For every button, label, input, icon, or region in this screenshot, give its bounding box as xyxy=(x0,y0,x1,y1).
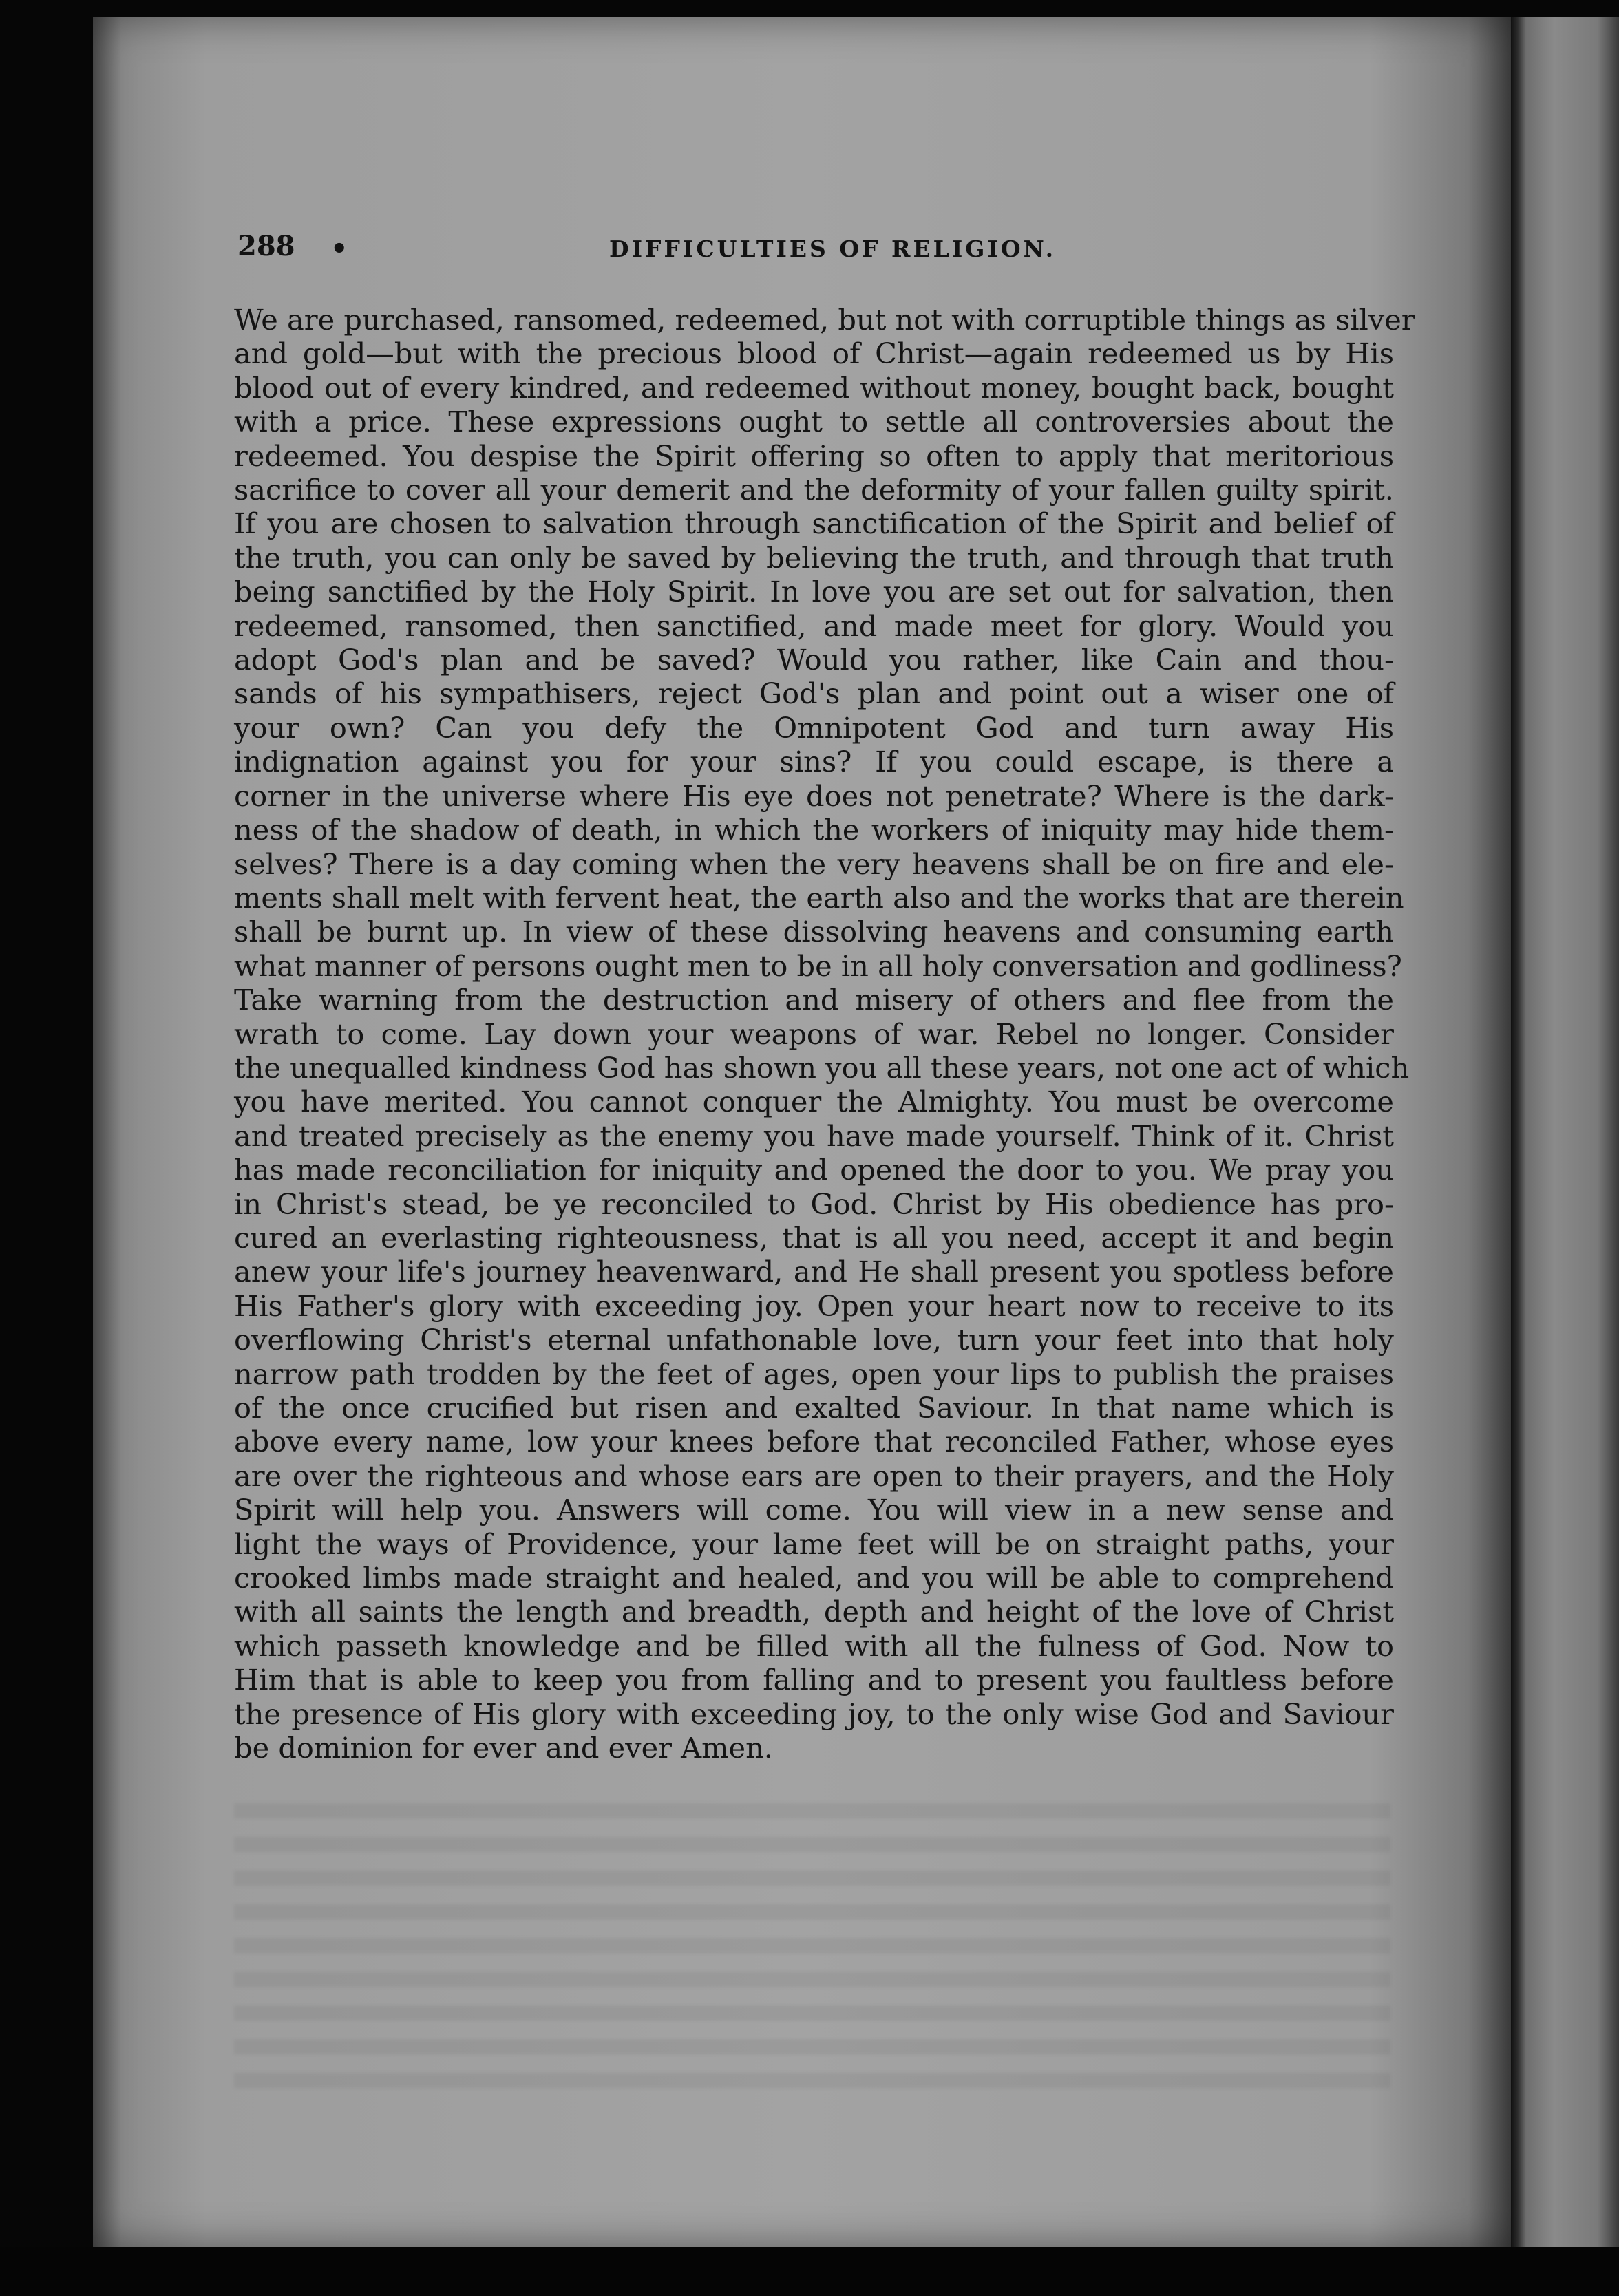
text-line: Take warning from the destruction and misery of others and flee from the xyxy=(234,983,1394,1017)
text-line: has made reconciliation for iniquity and opened the door to you. We pray you xyxy=(234,1153,1394,1187)
running-header xyxy=(237,230,1408,271)
text-line: sacrifice to cover all your demerit and the deformity of your fallen guilty spirit. xyxy=(234,473,1394,507)
text-line: adopt God's plan and be saved? Would you rather, like Cain and thou- xyxy=(234,643,1394,677)
text-line: redeemed, ransomed, then sanctified, and made meet for glory. Would you xyxy=(234,608,1394,643)
text-line: with a price. These expressions ought to settle all controversies about the xyxy=(234,405,1394,439)
text-line: of the once crucified but risen and exalted Saviour. In that name which is xyxy=(234,1391,1394,1425)
body-paragraph xyxy=(234,303,1415,1765)
text-line: which passeth knowledge and be filled with all the fulness of God. Now to xyxy=(234,1628,1394,1663)
text-line: sands of his sympathisers, reject God's plan and point out a wiser one of xyxy=(234,677,1394,711)
page-number: 288 xyxy=(237,230,295,262)
text-line: with all saints the length and breadth, depth and height of the love of Christ xyxy=(234,1595,1394,1629)
text-line: ness of the shadow of death, in which the workers of iniquity may hide them- xyxy=(234,813,1394,847)
text-line: selves? There is a day coming when the very heavens shall be on fire and ele- xyxy=(234,847,1394,881)
text-line: indignation against you for your sins? If you could escape, is there a xyxy=(234,745,1394,779)
text-line: blood out of every kindred, and redeemed without money, bought back, bought xyxy=(234,370,1394,405)
scan-bottom-border xyxy=(0,2247,1619,2296)
running-title: DIFFICULTIES OF RELIGION. xyxy=(609,235,1057,262)
text-line: and treated precisely as the enemy you have made yourself. Think of it. Christ xyxy=(234,1118,1394,1153)
text-line: corner in the universe where His eye does not penetrate? Where is the dark- xyxy=(234,778,1394,813)
text-line: crooked limbs made straight and healed, and you will be able to comprehend xyxy=(234,1561,1394,1595)
show-through-text xyxy=(234,1803,1390,2092)
text-line: Spirit will help you. Answers will come. You will view in a new sense and xyxy=(234,1493,1394,1527)
text-line: If you are chosen to salvation through sanctification of the Spirit and belief of xyxy=(234,507,1394,541)
text-line: what manner of persons ought men to be in all holy conversation and godliness? xyxy=(234,948,1402,983)
text-line: the presence of His glory with exceeding joy, to the only wise God and Saviour xyxy=(234,1697,1394,1731)
text-line: the truth, you can only be saved by believing the truth, and through that truth xyxy=(234,540,1394,575)
text-line: anew your life's journey heavenward, and He shall present you spotless before xyxy=(234,1255,1394,1289)
text-line: light the ways of Providence, your lame feet will be on straight paths, your xyxy=(234,1527,1394,1561)
facing-page-edge xyxy=(1511,17,1619,2247)
text-line: Him that is able to keep you from falling and to present you faultless before xyxy=(234,1663,1394,1697)
text-line: shall be burnt up. In view of these dissolving heavens and consuming earth xyxy=(234,915,1394,949)
text-line: be dominion for ever and ever Amen. xyxy=(234,1731,773,1765)
text-line: cured an everlasting righteousness, that is all you need, accept it and begin xyxy=(234,1220,1394,1255)
text-line: you have merited. You cannot conquer the Almighty. You must be overcome xyxy=(234,1085,1394,1119)
text-line: wrath to come. Lay down your weapons of war. Rebel no longer. Consider xyxy=(234,1017,1394,1051)
text-line: are over the righteous and whose ears are open to their prayers, and the Holy xyxy=(234,1458,1394,1493)
text-line: your own? Can you defy the Omnipotent God and turn away His xyxy=(234,710,1394,745)
header-mark: • xyxy=(330,233,348,265)
text-line: We are purchased, ransomed, redeemed, but not with corruptible things as silver xyxy=(234,303,1415,337)
text-line: overflowing Christ's eternal unfathonable love, turn your feet into that holy xyxy=(234,1323,1394,1357)
text-line: redeemed. You despise the Spirit offering so often to apply that meritorious xyxy=(234,438,1394,473)
text-line: the unequalled kindness God has shown you all these years, not one act of which xyxy=(234,1050,1410,1085)
text-line: narrow path trodden by the feet of ages, open your lips to publish the praises xyxy=(234,1357,1394,1391)
text-line: in Christ's stead, be ye reconciled to God. Christ by His obedience has pro- xyxy=(234,1187,1394,1221)
text-line: and gold—but with the precious blood of Christ—again redeemed us by His xyxy=(234,337,1394,371)
text-line: above every name, low your knees before that reconciled Father, whose eyes xyxy=(234,1425,1394,1459)
text-line: His Father's glory with exceeding joy. Open your heart now to receive to its xyxy=(234,1288,1394,1323)
text-line: being sanctified by the Holy Spirit. In love you are set out for salvation, then xyxy=(234,575,1394,609)
text-line: ments shall melt with fervent heat, the earth also and the works that are therein xyxy=(234,880,1404,915)
